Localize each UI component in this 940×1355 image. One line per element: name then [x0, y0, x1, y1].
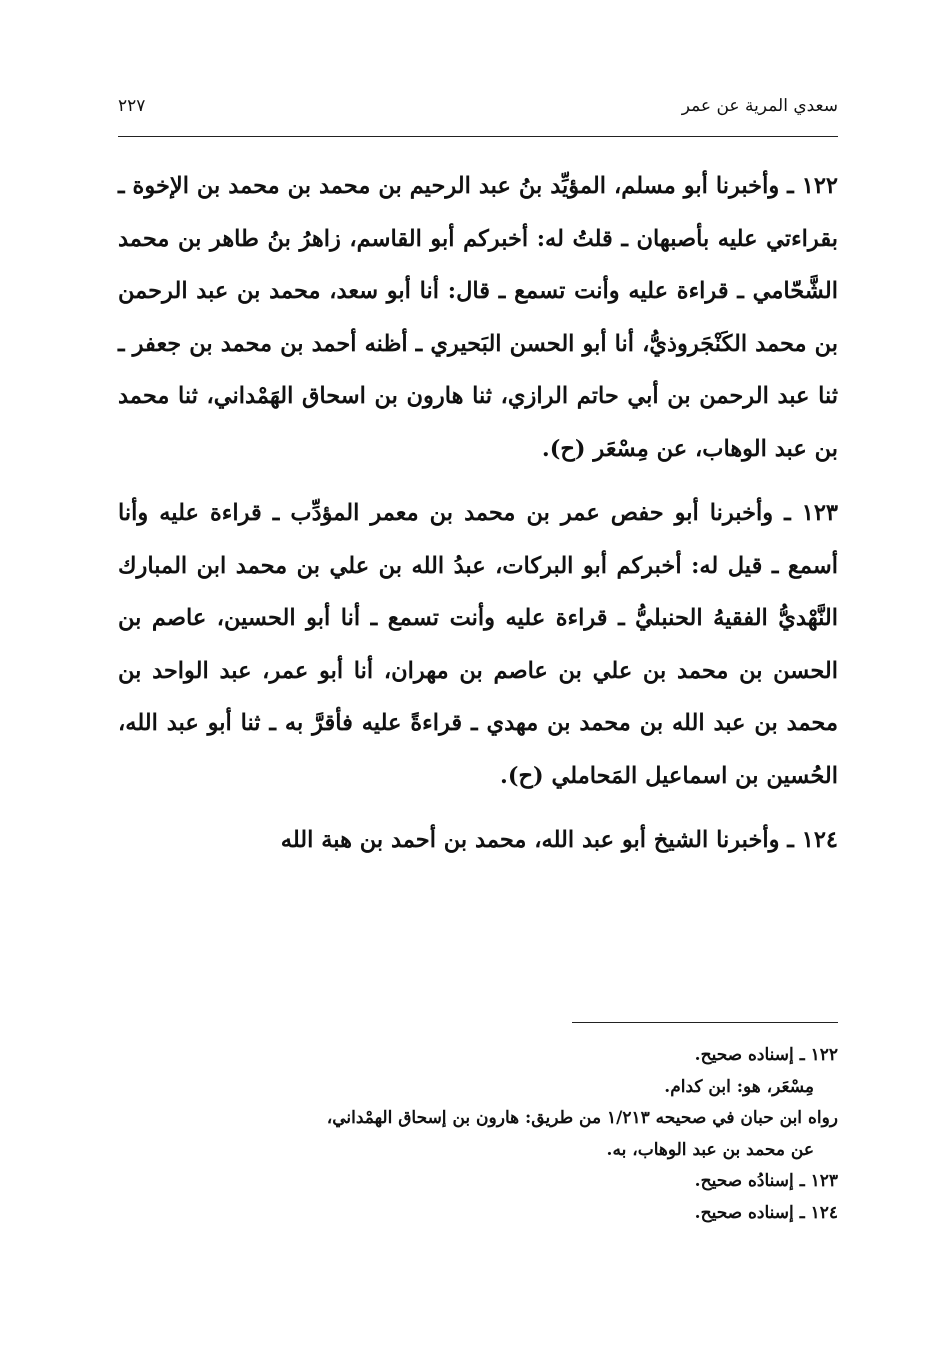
footnote-122: ١٢٢ ـ إسناده صحيح. [694, 1045, 838, 1065]
footnote-122-source: رواه ابن حبان في صحيحه ١/٢١٣ من طريق: هارون بن إسحاق الهمْداني، [326, 1108, 838, 1128]
footnote-122-source-cont: عن محمد بن عبد الوهاب، به. [606, 1139, 814, 1160]
paragraph-122: ١٢٢ ـ وأخبرنا أبو مسلم، المؤيِّد بنُ عبد الرحيم بن محمد بن محمد بن الإخوة ـ بقراءتي عليه بأصبهان ـ قلتُ له: أخبركم أبو القاسم، زاهرُ بنُ طاهر بن محمد الشَّحّامي ـ قراءة عليه وأنت تسمع ـ قال: أنا أبو سعد، محمد بن عبد الرحمن بن محمد الكَنْجَروذيُّ، أنا أبو الحسن البَحيري ـ أظنه أحمد بن محمد بن جعفر ـ ثنا عبد الرحمن بن أبي حاتم الرازي، ثنا هارون بن اسحاق الهَمْداني، ثنا محمد بن عبد الوهاب، عن مِسْعَر (ح). [118, 173, 838, 462]
main-text [118, 160, 838, 867]
paragraph-124: ١٢٤ ـ وأخبرنا الشيخ أبو عبد الله، محمد بن أحمد بن هبة الله [280, 827, 838, 853]
running-title: سعدي المرية عن عمر [681, 96, 838, 116]
header-rule [118, 136, 838, 137]
running-header [118, 88, 838, 122]
footnote-122-note: مِسْعَر، هو: ابن كدام. [664, 1076, 814, 1097]
footnote-rule [572, 1022, 838, 1023]
footnotes [118, 1040, 838, 1229]
page-number: ٢٢٧ [118, 96, 146, 116]
footnote-123: ١٢٣ ـ إسنادُه صحيح. [694, 1171, 838, 1191]
footnote-124: ١٢٤ ـ إسناده صحيح. [694, 1202, 838, 1223]
paragraph-123: ١٢٣ ـ وأخبرنا أبو حفص عمر بن محمد بن معمر المؤدِّب ـ قراءة عليه وأنا أسمع ـ قيل له: أخبركم أبو البركات، عبدُ الله بن علي بن محمد ابن المبارك النَّهْديُّ الفقيهُ الحنبليُّ ـ قراءة عليه وأنت تسمع ـ أنا أبو الحسين، عاصم بن الحسن بن محمد بن علي بن عاصم بن مهران، أنا أبو عمر، عبد الواحد بن محمد بن عبد الله بن محمد بن مهدي ـ قراءةً عليه فأقرَّ به ـ ثنا أبو عبد الله، الحُسين بن اسماعيل المَحاملي (ح). [118, 500, 838, 789]
